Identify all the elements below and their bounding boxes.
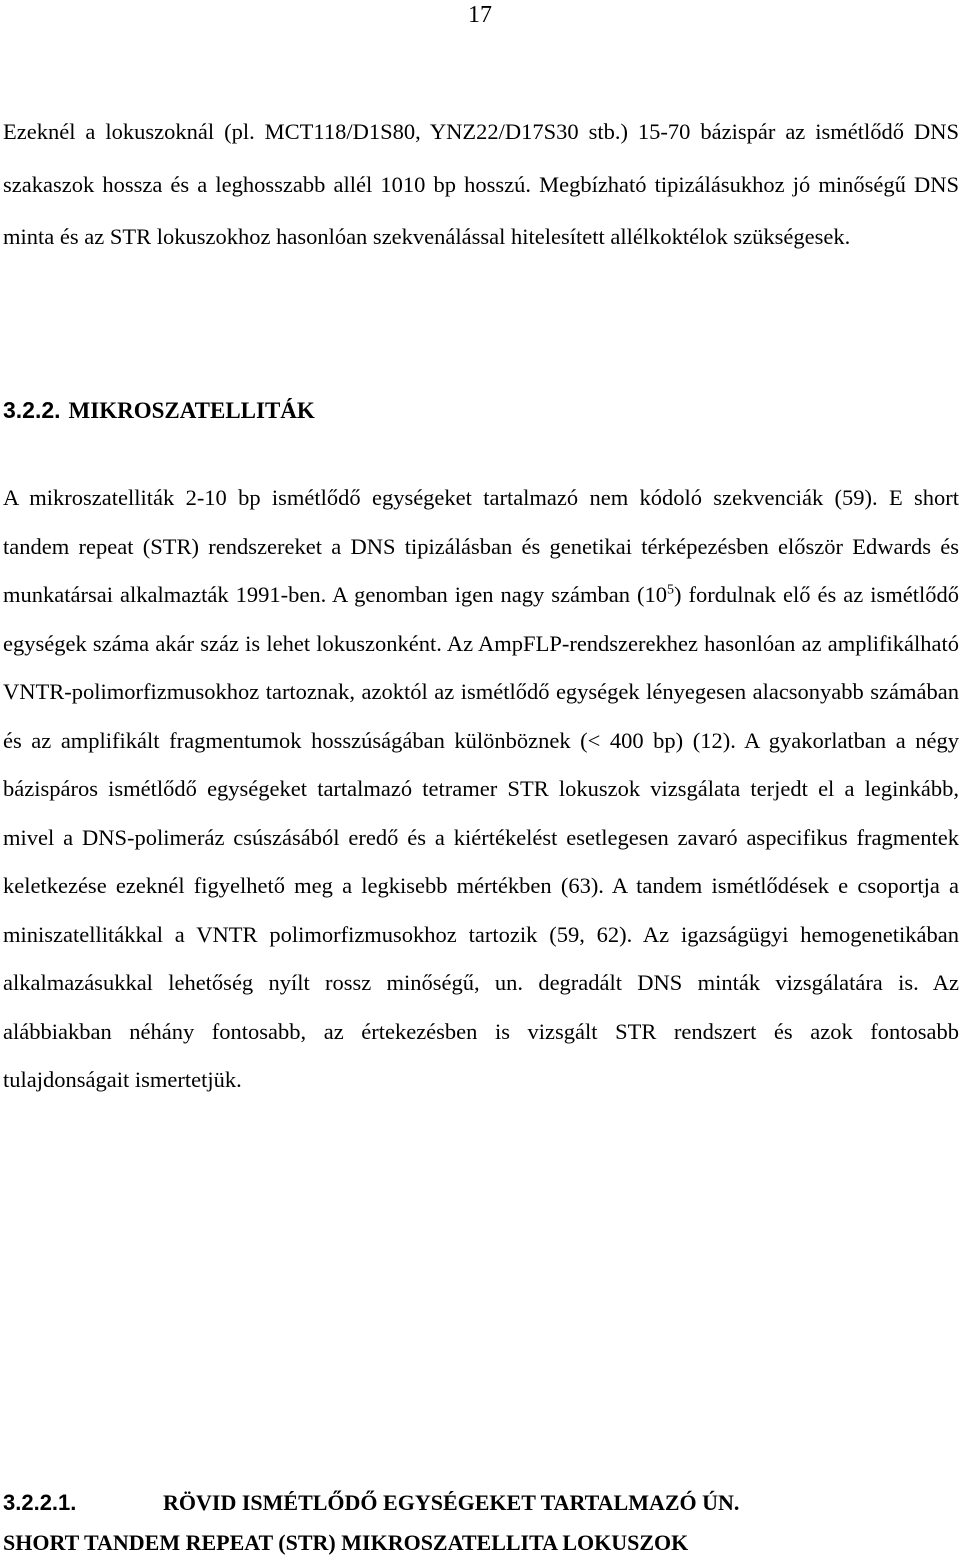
paragraph-microsatellites	[3, 474, 959, 1105]
paragraph-text-part2: ) fordulnak elő és az ismétlődő egységek száma akár száz is lehet lokuszonként. Az AmpFLP-rendszerekhez hasonlóan az amplifikálható VNTR-polimorfizmusokhoz tartoznak, azoktól az ismétlődő egységek lényegesen alacsonyabb számában és az amplifikált fragmentumok hosszúságában különböznek (< 400 bp) (12). A gyakorlatban a négy bázispáros ismétlődő egységeket tartalmazó tetramer STR lokuszok vizsgálata terjedt el a leginkább, mivel a DNS-polimeráz csúszásából eredő és a kiértékelést esetlegesen zavaró aspecifikus fragmentek keletkezése ezeknél figyelhető meg a legkisebb mértékben (63). A tandem ismétlődések e csoportja a miniszatellitákkal a VNTR polimorfizmusokhoz tartozik (59, 62). Az igazságügyi hemogenetikában alkalmazásukkal lehetőség nyílt rossz minőségű, un. degradált DNS minták vizsgálatára is. Az alábbiakban néhány fontosabb, az értekezésben is vizsgált STR rendszert és azok fontosabb tulajdonságait ismertetjük.	[3, 582, 959, 1092]
section-heading	[3, 395, 315, 426]
subsection-heading	[3, 1488, 959, 1518]
subsection-title-line2: SHORT TANDEM REPEAT (STR) MIKROSZATELLITA LOKUSZOK	[3, 1530, 689, 1555]
section-number: 3.2.2.	[3, 397, 61, 423]
page-number: 17	[468, 2, 492, 28]
subsection-number: 3.2.2.1.	[3, 1490, 77, 1515]
paragraph-intro: Ezeknél a lokuszoknál (pl. MCT118/D1S80, YNZ22/D17S30 stb.) 15-70 bázispár az ismétlődő DNS szakaszok hossza és a leghosszabb allél 1010 bp hosszú. Megbízható tipizálásukhoz jó minőségű DNS minta és az STR lokuszokhoz hasonlóan szekvenálással hitelesített allélkoktélok szükségesek.	[3, 119, 959, 249]
exponent: 5	[667, 582, 675, 598]
subsection-title-line1: RÖVID ISMÉTLŐDŐ EGYSÉGEKET TARTALMAZÓ ÚN.	[163, 1490, 740, 1515]
section-title: MIKROSZATELLITÁK	[68, 398, 315, 423]
paragraph-text-part1: A mikroszatelliták 2-10 bp ismétlődő egységeket tartalmazó nem kódoló szekvenciák (59). E short tandem repeat (STR) rendszereket a DNS tipizálásban és genetikai térképezésben először Edwards és munkatársai alkalmazták 1991-ben. A genomban igen nagy számban (10	[3, 485, 959, 607]
